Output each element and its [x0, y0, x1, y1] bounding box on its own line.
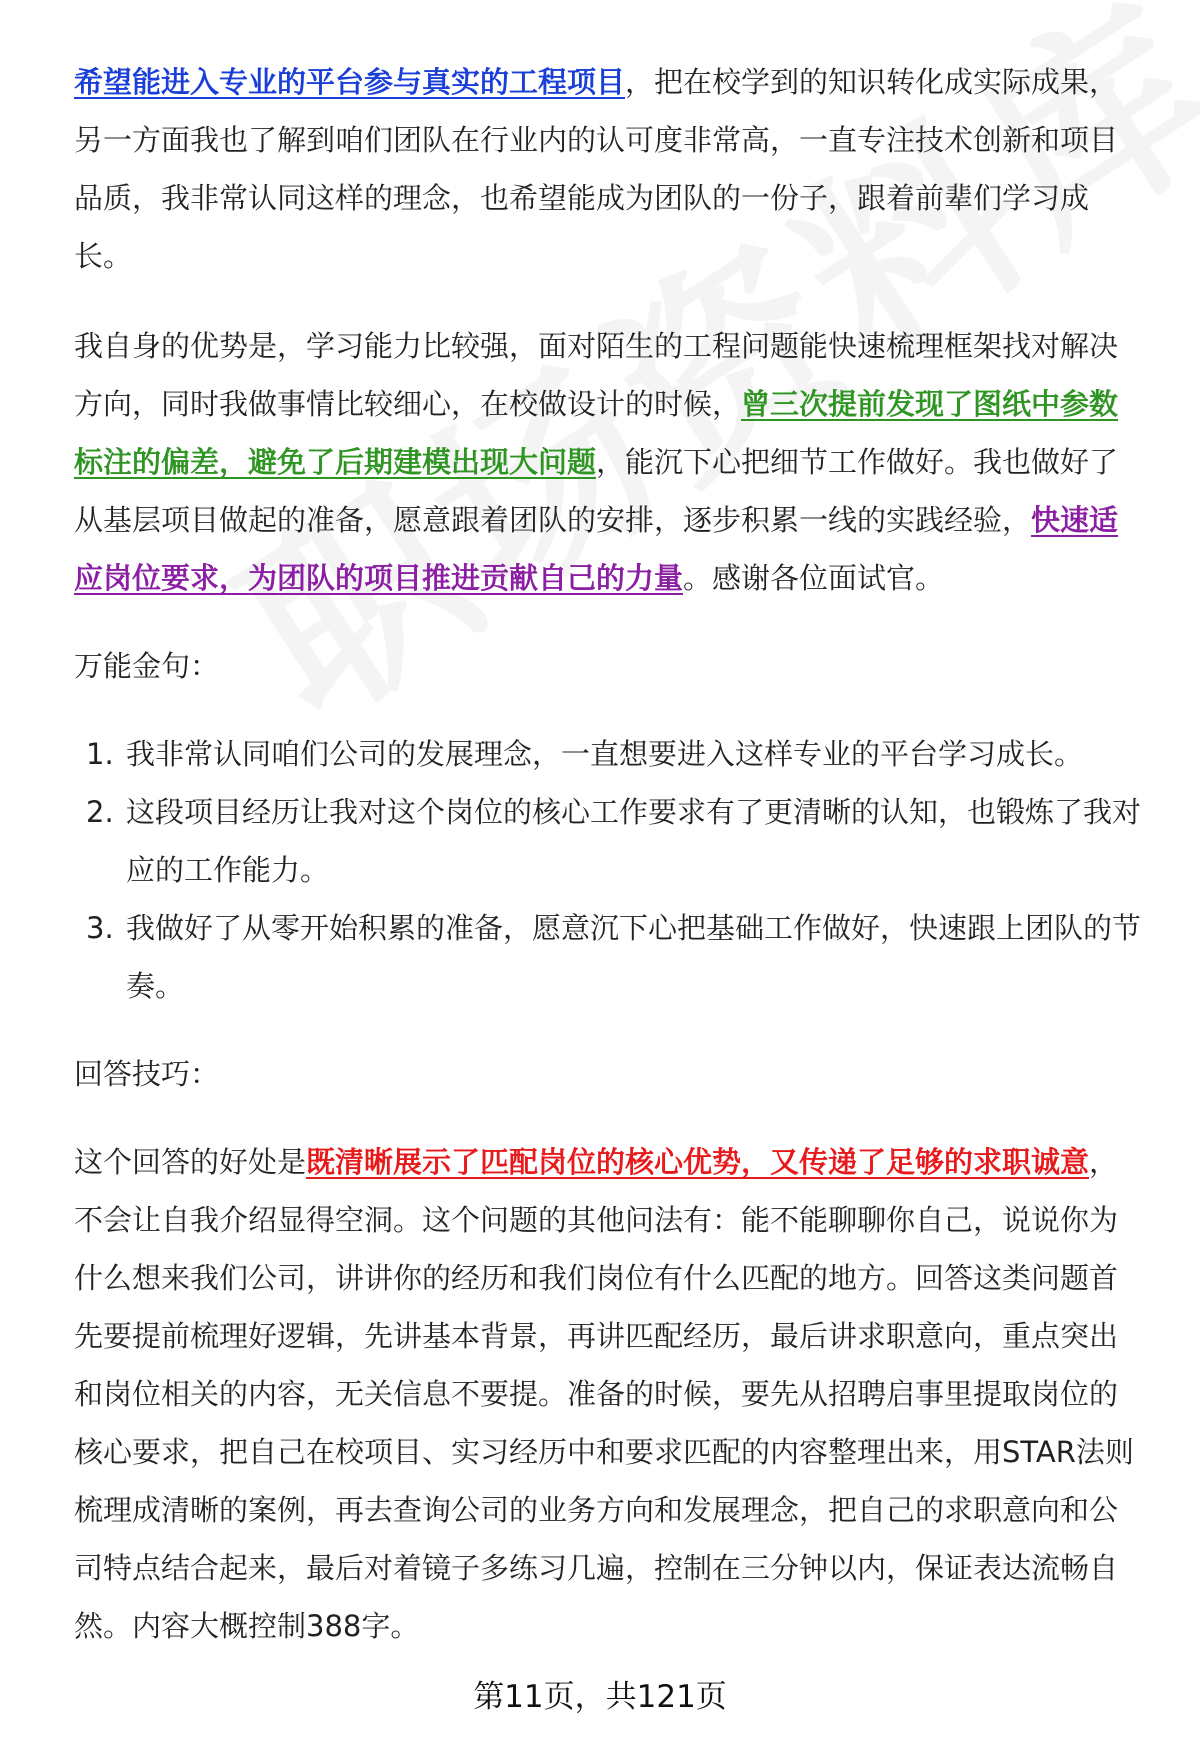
list-item: [74, 783, 1144, 899]
heading-golden-sentences: 万能金句：: [74, 649, 220, 683]
highlight-green: 曾三次提前发现了图纸中参数标注的偏差，避免了后期建模出现大问题: [74, 387, 1119, 479]
page-content: [74, 53, 1144, 1655]
paragraph-text: ，能沉下心把细节工作做好。我也做好了从基层项目做起的准备，愿意跟着团队的安排，逐步积累一线的实践经验，: [74, 445, 1119, 537]
paragraph-text: ，不会让自我介绍显得空洞。这个问题的其他问法有：能不能聊聊你自己，说说你为什么想来我们公司，讲讲你的经历和我们岗位有什么匹配的地方。回答这类问题首先要提前梳理好逻辑，先讲基本背景，再讲匹配经历，最后讲求职意向，重点突出和岗位相关的内容，无关信息不要提。准备的时候，要先从招聘启事里提取岗位的核心要求，把自己在校项目、实习经历中和要求匹配的内容整理出来，用STAR法则梳理成清晰的案例，再去查询公司的业务方向和发展理念，把自己的求职意向和公司特点结合起来，最后对着镜子多练习几遍，控制在三分钟以内，保证表达流畅自然。内容大概控制388字。: [74, 1145, 1134, 1643]
list-number: 3.: [86, 911, 114, 945]
list-item-text: 我做好了从零开始积累的准备，愿意沉下心把基础工作做好，快速跟上团队的节奏。: [126, 911, 1142, 1003]
highlight-blue: 希望能进入专业的平台参与真实的工程项目: [74, 65, 626, 99]
paragraph-strengths: [74, 317, 1144, 607]
paragraph-tips: [74, 1133, 1144, 1655]
list-item-text: 这段项目经历让我对这个岗位的核心工作要求有了更清晰的认知，也锻炼了我对应的工作能力。: [126, 795, 1142, 887]
list-item-text: 我非常认同咱们公司的发展理念，一直想要进入这样专业的平台学习成长。: [126, 737, 1084, 771]
paragraph-text: 这个回答的好处是: [74, 1145, 307, 1179]
heading-answer-tips: 回答技巧：: [74, 1057, 220, 1091]
page-number-footer: 第11页，共121页: [473, 1679, 727, 1715]
list-item: [74, 899, 1144, 1015]
paragraph-text: 我自身的优势是，学习能力比较强，面对陌生的工程问题能快速梳理框架找对解决方向，同时我做事情比较细心，在校做设计的时候，: [74, 329, 1119, 421]
list-number: 1.: [86, 737, 114, 771]
paragraph-text: ，把在校学到的知识转化成实际成果，另一方面我也了解到咱们团队在行业内的认可度非常高，一直专注技术创新和项目品质，我非常认同这样的理念，也希望能成为团队的一份子，跟着前辈们学习成长。: [74, 65, 1119, 273]
highlight-purple: 快速适应岗位要求，为团队的项目推进贡献自己的力量: [74, 503, 1119, 595]
list-number: 2.: [86, 795, 114, 829]
highlight-red: 既清晰展示了匹配岗位的核心优势，又传递了足够的求职诚意: [306, 1145, 1090, 1179]
paragraph-motivation: [74, 53, 1144, 285]
paragraph-text: 。感谢各位面试官。: [683, 561, 945, 595]
list-item: [74, 725, 1144, 783]
golden-sentences-list: [74, 725, 1144, 1015]
